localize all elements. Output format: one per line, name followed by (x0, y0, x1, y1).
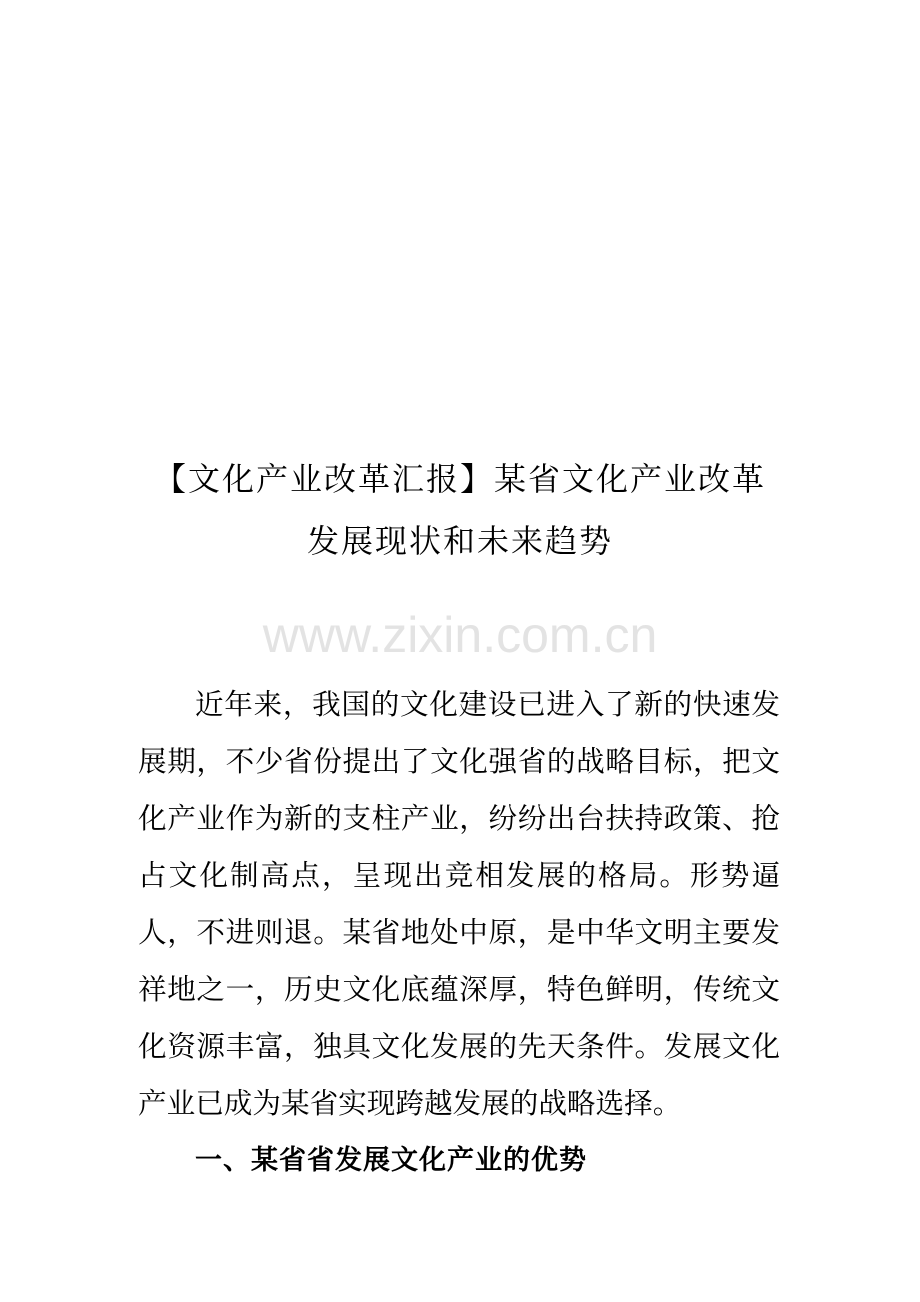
intro-paragraph: 近年来，我国的文化建设已进入了新的快速发展期，不少省份提出了文化强省的战略目标，把文化产业作为新的支柱产业，纷纷出台扶持政策、抢占文化制高点，呈现出竞相发展的格局。形势逼人，不进则退。某省地处中原，是中华文明主要发祥地之一，历史文化底蕴深厚，特色鲜明，传统文化资源丰富，独具文化发展的先天条件。发展文化产业已成为某省实现跨越发展的战略选择。 (138, 687, 780, 1120)
title-line-1: 【文化产业改革汇报】某省文化产业改革 (153, 460, 766, 498)
title-line-2: 发展现状和未来趋势 (306, 522, 613, 560)
watermark-text: www.zixin.com.cn (262, 607, 658, 663)
section-heading-1: 一、某省省发展文化产业的优势 (195, 1145, 587, 1176)
document-title (120, 448, 800, 572)
